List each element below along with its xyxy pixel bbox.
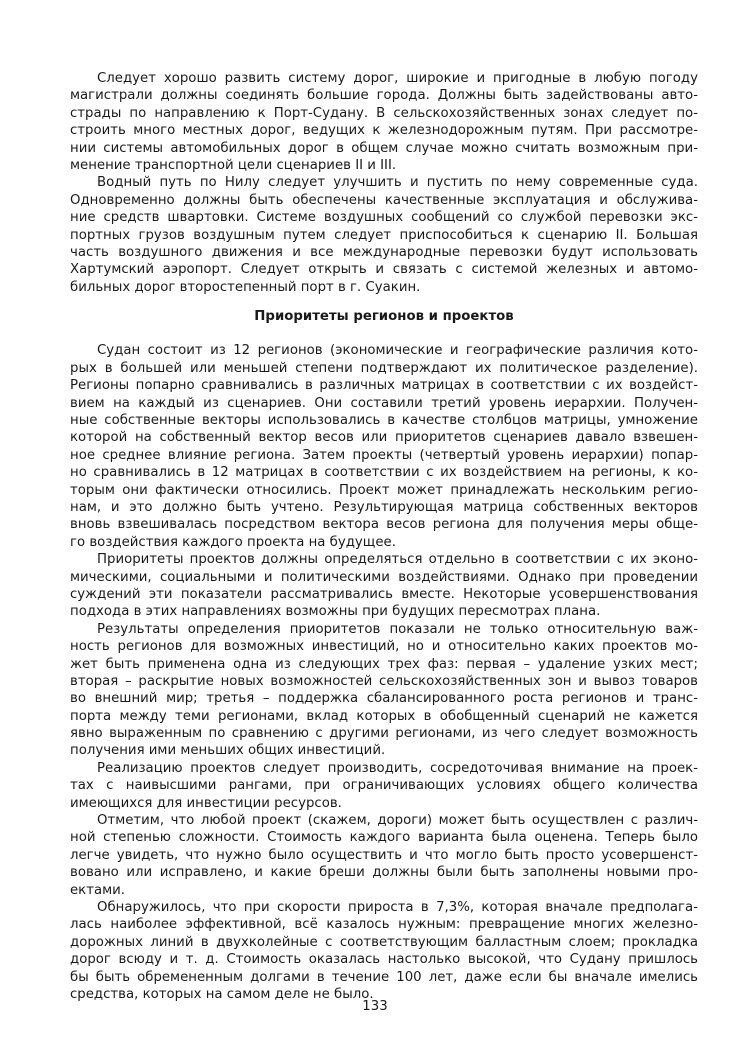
- paragraph: [70, 70, 698, 174]
- text-line: ное среднее влияние региона. Затем проекты (четвертый уровень иерархии) попар-: [70, 447, 698, 463]
- text-line: Следует хорошо развить систему дорог, широкие и пригодные в любую погоду: [97, 71, 698, 86]
- text-line: Обнаружилось, что при скорости прироста в 7,3%, которая вначале предполага-: [97, 899, 698, 915]
- paragraph: [70, 174, 698, 296]
- paragraph: [70, 760, 698, 812]
- text-line: Реализацию проектов следует производить, сосредоточивая внимание на проек-: [97, 760, 698, 776]
- text-line: но сравнивались в 12 матрицах в соответствии с их воздействием на регионы, к ко-: [70, 465, 698, 481]
- text-line: ные собственные векторы использовались в качестве столбцов матрицы, умножение: [70, 413, 698, 429]
- text-line: дорожных линий в двухколейные с соответствующим балластным слоем; прокладка: [70, 934, 698, 950]
- intro-section: [70, 70, 698, 296]
- text-line: Одновременно должны быть обеспечены качественные эксплуатация и обслужива-: [70, 192, 698, 208]
- text-line: Регионы попарно сравнивались в различных матрицах в соответствии с их воздейст-: [70, 378, 698, 394]
- text-line: легче увидеть, что нужно было осуществить и что могло быть просто усовершенст-: [70, 847, 698, 863]
- page-body: [70, 70, 698, 1003]
- paragraph: [70, 551, 698, 621]
- text-line: жет быть применена одна из следующих трех фаз: первая – удаление узких мест;: [70, 656, 698, 672]
- text-line: ние средств швартовки. Системе воздушных сообщений со службой перевозки экс-: [70, 210, 698, 226]
- text-line: нам, и это должно быть учтено. Результирующая матрица собственных векторов: [70, 499, 698, 515]
- paragraph: [70, 621, 698, 760]
- text-line: порта между теми регионами, вклад которых в обобщенный сценарий не кажется: [70, 708, 698, 724]
- text-line: средства, которых на самом деле не было.: [70, 986, 374, 1002]
- text-line: тах с наивысшими рангами, при ограничивающих условиях общего количества: [70, 778, 698, 794]
- text-line: Судан состоит из 12 регионов (экономические и географические различия кото-: [97, 343, 698, 359]
- text-line: вовано или исправлено, и какие бреши должны были быть заполнены новыми про-: [70, 865, 698, 881]
- main-section: [70, 342, 698, 1003]
- text-line: ектами.: [70, 882, 126, 898]
- text-line: Результаты определения приоритетов показали не только относительную важ-: [97, 621, 698, 637]
- section-heading: Приоритеты регионов и проектов: [254, 309, 514, 325]
- text-line: бильных дорог второстепенный порт в г. Суакин.: [70, 279, 421, 295]
- page-number: 133: [362, 999, 388, 1014]
- text-line: Хартумский аэропорт. Следует открыть и связать с системой железных и автомо-: [70, 262, 698, 278]
- paragraph: [70, 899, 698, 1003]
- text-line: ность регионов для возможных инвестиций, но и относительно каких проектов мо-: [70, 639, 698, 655]
- text-line: ной степенью сложности. Стоимость каждого варианта была оценена. Теперь было: [70, 830, 698, 846]
- paragraph: [70, 812, 698, 899]
- text-line: мическими, социальными и политическими воздействиями. Однако при проведении: [70, 569, 698, 585]
- paragraph: [70, 342, 698, 551]
- text-line: часть воздушного движения и все международные перевозки будут использовать: [70, 244, 698, 260]
- text-line: Приоритеты проектов должны определяться отдельно в соответствии с их эконо-: [97, 552, 698, 568]
- text-line: нии системы автомобильных дорог в общем случае можно считать возможным при-: [70, 140, 698, 156]
- text-line: торым они фактически относились. Проект может принадлежать нескольким регио-: [70, 482, 698, 498]
- text-line: суждений эти показатели рассматривались вместе. Некоторые усовершенствования: [70, 586, 698, 602]
- text-line: вием на каждый из сценариев. Они составили третий уровень иерархии. Получен-: [70, 395, 698, 411]
- text-line: строить много местных дорог, ведущих к железнодорожным путям. При рассмотре-: [70, 123, 698, 139]
- text-line: вновь взвешивалась посредством вектора весов региона для получения меры обще-: [70, 517, 698, 533]
- text-line: имеющихся для инвестиции ресурсов.: [70, 795, 342, 811]
- text-line: дорог всюду и т. д. Стоимость оказалась настолько высокой, что Судану пришлось: [70, 952, 698, 968]
- text-line: портных грузов воздушным путем следует приспособиться к сценарию II. Большая: [70, 227, 698, 243]
- text-line: подхода в этих направлениях возможны при будущих пересмотрах плана.: [70, 604, 601, 620]
- text-line: во внешний мир; третья – поддержка сбалансированного роста регионов и транс-: [70, 691, 698, 707]
- text-line: Водный путь по Нилу следует улучшить и пустить по нему современные суда.: [97, 175, 698, 191]
- text-line: лась наиболее эффективной, всё казалось нужным: превращение многих железно-: [70, 917, 698, 933]
- text-line: менение транспортной цели сценариев II и III.: [70, 157, 397, 173]
- text-line: рых в большей или меньшей степени подтверждают их политическое разделение).: [70, 360, 698, 376]
- text-line: бы быть обремененным долгами в течение 100 лет, даже если бы вначале имелись: [70, 969, 698, 985]
- text-line: явно выраженным по сравнению с другими регионами, из чего следует возможность: [70, 726, 698, 742]
- text-line: го воздействия каждого проекта на будущее.: [70, 534, 396, 550]
- text-line: Отметим, что любой проект (скажем, дороги) может быть осуществлен с различ-: [97, 813, 698, 829]
- text-line: которой на собственный вектор весов или приоритетов сценариев давало взвешен-: [70, 430, 698, 446]
- text-line: магистрали должны соединять большие города. Должны быть задействованы авто-: [70, 88, 698, 104]
- text-line: вторая – раскрытие новых возможностей сельскохозяйственных зон и вывоз товаров: [70, 673, 698, 689]
- text-line: получения ими меньших общих инвестиций.: [70, 743, 386, 759]
- text-line: страды по направлению к Порт-Судану. В сельскохозяйственных зонах следует по-: [70, 105, 698, 121]
